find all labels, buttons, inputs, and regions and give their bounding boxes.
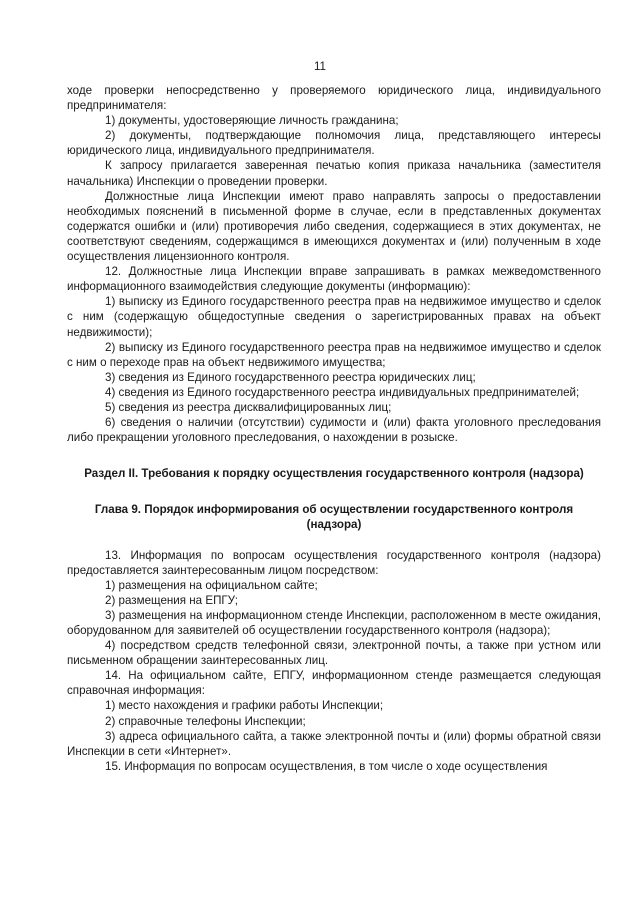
paragraph: 14. На официальном сайте, ЕПГУ, информационном стенде размещается следующая справочная информация: [67,669,601,698]
paragraph: ходе проверки непосредственно у проверяемого юридического лица, индивидуального предпринимателя: [67,84,601,113]
paragraph: 13. Информация по вопросам осуществления государственного контроля (надзора) предоставляется заинтересованным лицом посредством: [67,548,601,577]
paragraph: 4) сведения из Единого государственного реестра индивидуальных предпринимателей; [105,385,580,399]
paragraph: Должностные лица Инспекции имеют право направлять запросы о предоставлении необходимых пояснений в письменной форме в случае, если в представленных документах содержатся ошибки и (или) противоречия либо сведения, содержащиеся в этих документах, не соответствуют сведениям, содержащимся в имеющихся документах и (или) полученным в ходе осуществления лицензионного контроля. [67,189,601,264]
paragraph: 1) документы, удостоверяющие личность гражданина; [105,114,399,128]
paragraph: 3) сведения из Единого государственного реестра юридических лиц; [105,370,476,384]
paragraph: 3) адреса официального сайта, а также электронной почты и (или) формы обратной связи Инспекции в сети «Интернет». [67,729,601,758]
paragraph: 1) выписку из Единого государственного реестра прав на недвижимое имущество и сделок с ним (содержащую общедоступные сведения о зарегистрированных правах на объект недвижимости); [67,295,601,339]
paragraph: 4) посредством средств телефонной связи, электронной почты, а также при устном или письменном обращении заинтересованных лиц. [67,639,601,668]
paragraph: 2) справочные телефоны Инспекции; [105,714,306,728]
paragraph: 3) размещения на информационном стенде Инспекции, расположенном в месте ожидания, оборудованном для заявителей об осуществлении государственного контроля (надзора); [67,608,601,637]
section-heading: Раздел II. Требования к порядку осуществления государственного контроля (надзора) [84,467,584,481]
paragraph: 2) размещения на ЕПГУ; [105,593,239,607]
paragraph: 15. Информация по вопросам осуществления, в том числе о ходе осуществления [105,759,548,773]
paragraph: 12. Должностные лица Инспекции вправе запрашивать в рамках межведомственного информационного взаимодействия следующие документы (информацию): [67,265,601,294]
paragraph: 1) место нахождения и графики работы Инспекции; [105,699,384,713]
paragraph: 2) выписку из Единого государственного реестра прав на недвижимое имущество и сделок с ним о переходе прав на объект недвижимого имущества; [67,340,601,369]
paragraph: 1) размещения на официальном сайте; [105,578,318,592]
paragraph: 2) документы, подтверждающие полномочия лица, представляющего интересы юридического лица, индивидуального предпринимателя. [67,129,601,158]
chapter-heading: Глава 9. Порядок информирования об осуществлении государственного контроля (надзора) [94,503,574,532]
paragraph: 5) сведения из реестра дисквалифицированных лиц; [105,400,392,414]
page-number: 11 [313,60,327,73]
page-content [67,83,601,774]
paragraph: 6) сведения о наличии (отсутствии) судимости и (или) факта уголовного преследования либо прекращении уголовного преследования, о нахождении в розыске. [67,416,601,445]
paragraph: К запросу прилагается заверенная печатью копия приказа начальника (заместителя начальника) Инспекции о проведении проверки. [67,159,601,188]
